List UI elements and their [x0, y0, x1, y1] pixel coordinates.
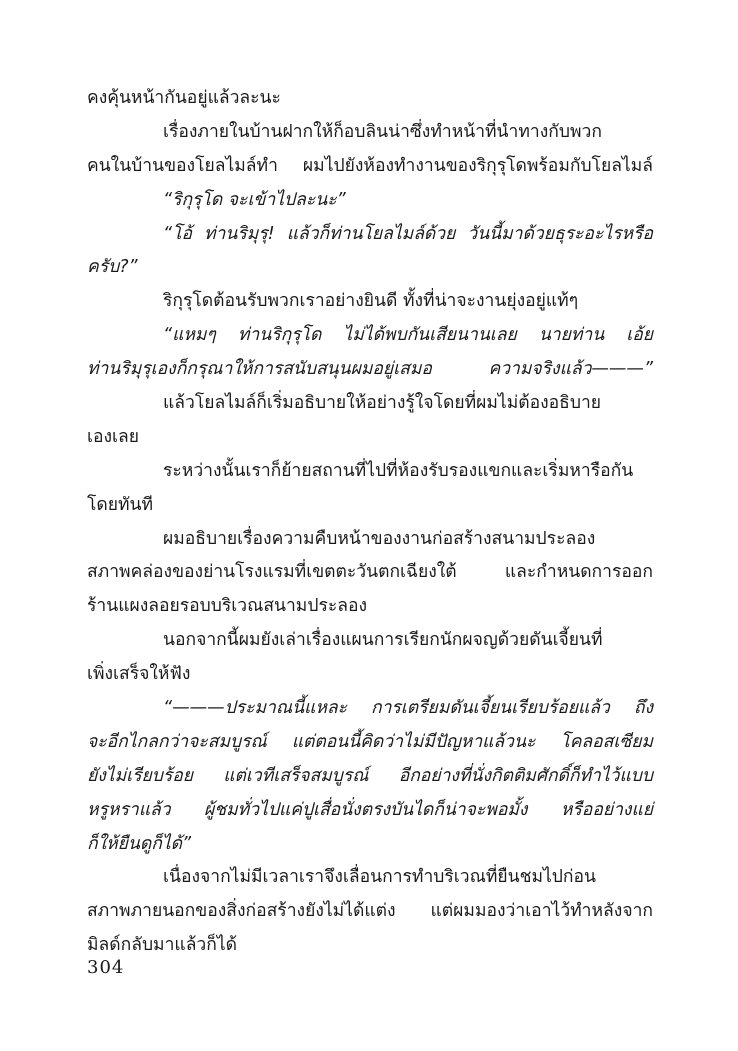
text-line: ระหว่างนั้นเราก็ย้ายสถานที่ไปที่ห้องรับรองแขกและเริ่มหารือกัน — [163, 460, 634, 481]
text-line: โดยทันที — [87, 494, 154, 515]
text-line: ริกุรุโดต้อนรับพวกเราอย่างยินดี ทั้งที่น่าจะงานยุ่งอยู่แท้ๆ — [163, 291, 579, 312]
text-line: เนื่องจากไม่มีเวลาเราจึงเลื่อนการทำบริเวณที่ยืนชมไปก่อน — [163, 867, 596, 888]
text-line: “โอ้ ท่านริมุรุ! แล้วก็ท่านโยลไมล์ด้วย วันนี้มาด้วยธุระอะไรหรือ — [163, 223, 653, 244]
text-line: ผมอธิบายเรื่องความคืบหน้าของงานก่อสร้างสนามประลอง — [163, 528, 596, 549]
text-line: “ริกุรุโด จะเข้าไปละนะ” — [163, 189, 346, 210]
text-line: เพิ่งเสร็จให้ฟัง — [87, 664, 191, 685]
body-text — [87, 82, 653, 963]
text-line: “———ประมาณนี้แหละ การเตรียมดันเจี้ยนเรียบร้อยแล้ว ถึง — [163, 698, 653, 719]
text-line: จะอีกไกลกว่าจะสมบูรณ์ แต่ตอนนี้คิดว่าไม่มีปัญหาแล้วนะ โคลอสเซียม — [87, 731, 653, 752]
text-line: เองเลย — [87, 426, 139, 447]
text-line: ท่านริมุรุเองก็กรุณาให้การสนับสนุนผมอยู่เสมอ ความจริงแล้ว———” — [87, 359, 653, 380]
text-line: ครับ?” — [87, 257, 138, 278]
text-line: เรื่องภายในบ้านฝากให้ก็อบลินน่าซึ่งทำหน้าที่นำทางกับพวก — [163, 121, 602, 142]
text-line: ก็ให้ยืนดูก็ได้” — [87, 833, 192, 854]
text-line: สภาพคล่องของย่านโรงแรมที่เขตตะวันตกเฉียงใต้ และกำหนดการออก — [87, 562, 653, 583]
text-line: แล้วโยลไมล์ก็เริ่มอธิบายให้อย่างรู้ใจโดยที่ผมไม่ต้องอธิบาย — [163, 393, 602, 414]
text-line: สภาพภายนอกของสิ่งก่อสร้างยังไม่ได้แต่ง แต่ผมมองว่าเอาไว้ทำหลังจาก — [87, 901, 653, 922]
page-number: 304 — [87, 957, 125, 978]
text-line: นอกจากนี้ผมยังเล่าเรื่องแผนการเรียกนักผจญด้วยดันเจี้ยนที่ — [163, 630, 603, 651]
text-line: หรูหราแล้ว ผู้ชมทั่วไปแค่ปูเสื่อนั่งตรงบันไดก็น่าจะพอมั้ง หรืออย่างแย่ — [87, 799, 653, 820]
text-line: ร้านแผงลอยรอบบริเวณสนามประลอง — [87, 596, 368, 617]
text-line: ยังไม่เรียบร้อย แต่เวทีเสร็จสมบูรณ์ อีกอย่างที่นั่งกิตติมศักดิ์ก็ทำไว้แบบ — [87, 765, 653, 786]
text-line: มิลด์กลับมาแล้วก็ได้ — [87, 935, 238, 956]
text-line: คงคุ้นหน้ากันอยู่แล้วละนะ — [87, 88, 281, 108]
text-line: คนในบ้านของโยลไมล์ทำ ผมไปยังห้องทำงานของริกุรุโดพร้อมกับโยลไมล์ — [87, 155, 653, 176]
text-line: “แหมๆ ท่านริกุรุโด ไม่ได้พบกันเสียนานเลย นายท่าน เอ้ย — [163, 325, 653, 346]
